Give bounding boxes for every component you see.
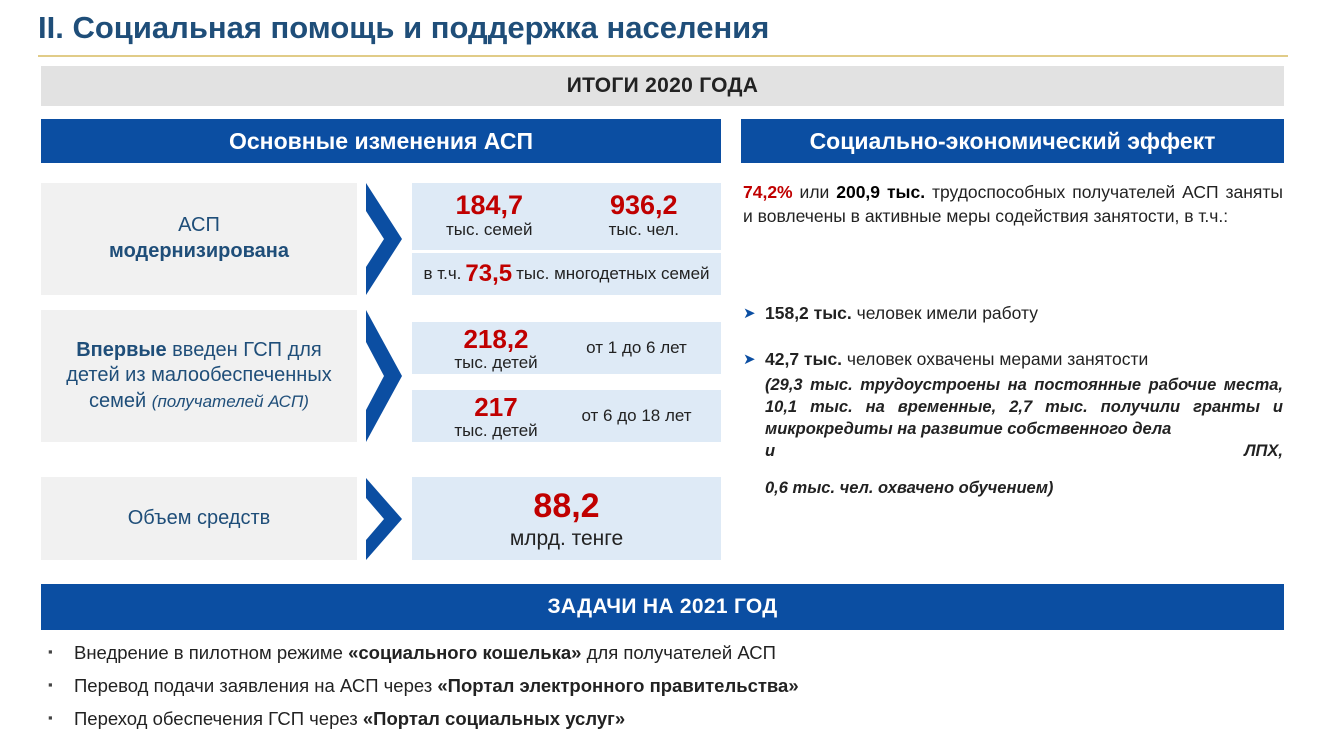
value-families-unit: тыс. семей: [445, 220, 533, 240]
value-box-children-1-6: [412, 322, 721, 374]
section-header-left-label: Основные изменения АСП: [229, 127, 533, 154]
title-block: [38, 10, 1288, 46]
effect-bullet-2-strong: 42,7 тыс.: [765, 349, 843, 369]
row2-label-text: введен ГСП для детей из малообеспеченных семей: [66, 338, 332, 412]
children-6-18-unit: тыс. детей: [454, 420, 538, 440]
effect-bullet-2-note-right: ЛПХ,: [1244, 442, 1283, 461]
effect-paragraph: [743, 180, 1283, 228]
children-1-6-unit: тыс. детей: [454, 352, 538, 372]
row-label-funds-volume: [41, 477, 357, 560]
children-1-6-note: от 1 до 6 лет: [586, 338, 687, 357]
large-families-prefix: в т.ч.: [423, 264, 462, 284]
section-header-right-label: Социально-экономический эффект: [809, 127, 1216, 154]
task-2-strong: «Портал электронного правительства»: [437, 675, 799, 697]
tasks-band: [41, 584, 1284, 630]
chevron-right-icon: [362, 181, 406, 297]
section-header-right: [741, 119, 1284, 163]
square-bullet-icon: ▪: [48, 677, 53, 693]
effect-tail: трудоспособных получателей АСП заняты и вовлечены в активные меры содействия занятости, в т.ч.:: [743, 182, 1283, 227]
results-band-label: ИТОГИ 2020 ГОДА: [566, 74, 759, 97]
effect-bullet-2-note: (29,3 тыс. трудоустроены на постоянные рабочие места, 10,1 тыс. на временные, 2,7 тыс. получили гранты и микрокредиты на развитие собственного дела: [765, 375, 1283, 439]
task-1-pre: Внедрение в пилотном режиме: [74, 642, 349, 663]
value-box-large-families: [412, 253, 721, 295]
tasks-list: [48, 641, 1288, 740]
large-families-number: 73,5: [465, 260, 513, 288]
value-people-number: 936,2: [609, 190, 678, 220]
effect-bullet-2-note-last: 0,6 тыс. чел. охвачено обучением): [765, 478, 1054, 497]
effect-or: или: [799, 182, 830, 202]
value-families-number: 184,7: [455, 190, 524, 220]
effect-bullet-2-note-left: и: [765, 442, 776, 461]
value-people: [567, 191, 722, 239]
row-label-asp-modernized: [41, 183, 357, 295]
effect-bullet-1-strong: 158,2 тыс.: [765, 303, 852, 323]
square-bullet-icon: ▪: [48, 644, 53, 659]
children-1-6-number: 218,2: [463, 323, 529, 354]
value-box-funds: [412, 477, 721, 560]
square-bullet-icon: ▪: [48, 710, 53, 726]
results-band: [41, 66, 1284, 106]
children-6-18-number: 217: [474, 391, 518, 422]
effect-bullet-1: [743, 302, 1283, 326]
row2-label-strong: Впервые: [76, 338, 167, 361]
funds-unit: млрд. тенге: [509, 526, 624, 550]
effect-bullet-1-text: человек имели работу: [851, 303, 1038, 323]
effect-bullet-2-text: человек охвачены мерами занятости: [842, 349, 1149, 369]
task-item: [48, 707, 1288, 731]
task-3-strong: «Портал социальных услуг»: [362, 708, 626, 730]
title-divider: [38, 55, 1288, 57]
effect-amount: 200,9 тыс.: [836, 182, 926, 202]
title-numeral: II: [38, 10, 56, 45]
task-3-pre: Переход обеспечения ГСП через: [74, 708, 363, 730]
task-1-post: для получателей АСП: [581, 642, 776, 663]
chevron-bullet-icon: ➤: [743, 351, 756, 368]
row1-label-line1: АСП: [178, 214, 220, 237]
title-text: . Социальная помощь и поддержка населения: [55, 10, 770, 45]
row1-label-line2: модернизирована: [109, 240, 289, 262]
tasks-band-label: ЗАДАЧИ НА 2021 ГОД: [547, 595, 778, 618]
task-2-pre: Перевод подачи заявления на АСП через: [74, 675, 438, 697]
section-header-left: [41, 119, 721, 163]
children-6-18-note: от 6 до 18 лет: [581, 406, 692, 425]
chevron-right-icon: [362, 476, 406, 562]
value-box-families-people: [412, 183, 721, 250]
row3-label-line1: Объем средств: [127, 506, 271, 529]
task-1-strong: «социального кошелька»: [348, 642, 582, 663]
value-families: [412, 191, 567, 239]
task-item: [48, 674, 1288, 698]
effect-bullet-2: [743, 348, 1283, 499]
chevron-right-icon: [362, 308, 406, 444]
chevron-bullet-icon: ➤: [743, 305, 756, 322]
value-people-unit: тыс. чел.: [608, 220, 679, 240]
effect-percent: 74,2%: [743, 182, 793, 202]
large-families-suffix: тыс. многодетных семей: [516, 264, 710, 284]
task-item: [48, 641, 1288, 665]
row-label-gsp-children: [41, 310, 357, 442]
funds-number: 88,2: [533, 486, 600, 525]
row2-label-italic: (получателей АСП): [151, 391, 309, 411]
value-box-children-6-18: [412, 390, 721, 442]
page-title: [38, 10, 1288, 46]
